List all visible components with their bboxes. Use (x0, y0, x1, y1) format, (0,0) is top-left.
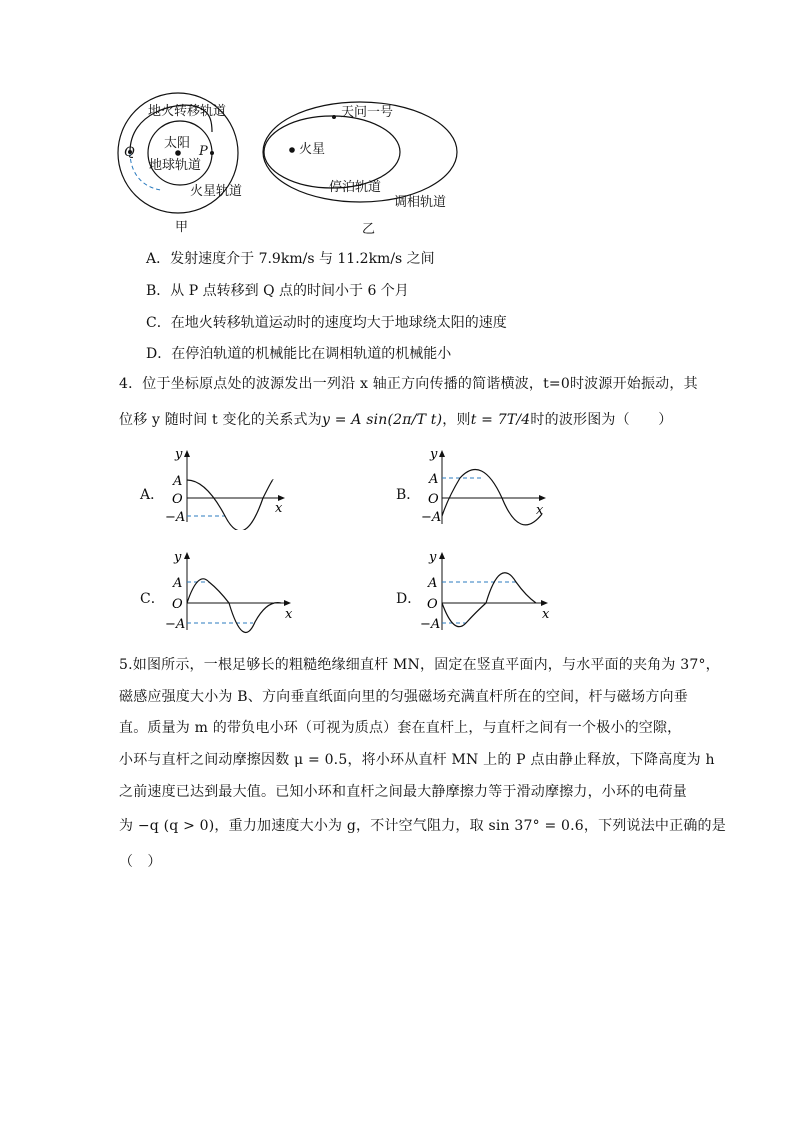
q4-graph-a-A: A (173, 474, 183, 489)
q4-graph-c-A: A (173, 576, 183, 591)
q4-graph-c-x-axis: x (285, 607, 293, 622)
q4-graph-d (420, 550, 555, 635)
transfer-orbit-label: 地火转移轨道 (148, 104, 227, 119)
q4-graph-b-x-axis: x (536, 503, 544, 518)
q5-line-7: （ ） (119, 854, 162, 870)
q4-formula: y = A sin(2π/T t) (321, 412, 443, 428)
q4-graph-b-negA: −A (421, 510, 442, 525)
q5-line-3: 直。质量为 m 的带负电小环（可视为质点）套在直杆上，与直杆之间有一个极小的空隙， (119, 720, 682, 736)
q5-line-6: 为 −q (q > 0)，重力加速度大小为 g，不计空气阻力，取 sin 37° = 0.6，下列说法中正确的是 (119, 818, 726, 834)
q4-graph-a-letter: A． (140, 487, 165, 503)
q3-option-b: B．从 P 点转移到 Q 点的时间小于 6 个月 (146, 283, 409, 299)
q4-graph-c-O: O (172, 597, 183, 612)
figure-yi-caption: 乙 (362, 222, 376, 237)
q5-line-4: 小环与直杆之间动摩擦因数 μ = 0.5，将小环从直杆 MN 上的 P 点由静止释放，下降高度为 h (119, 752, 715, 768)
q4-graph-a-y-axis: y (175, 448, 183, 462)
q4-formula-time: t = 7T/4 (470, 412, 531, 428)
mars-orbit-label: 火星轨道 (190, 184, 243, 199)
q4-graph-d-y-axis: y (429, 550, 437, 565)
q5-line-5: 之前速度已达到最大值。已知小环和直杆之间最大静摩擦力等于滑动摩擦力，小环的电荷量 (119, 784, 687, 800)
q4-graph-d-O: O (427, 597, 438, 612)
q4-line-1: 4．位于坐标原点处的波源发出一列沿 x 轴正方向传播的简谐横波，t=0时波源开始振动，其 (119, 376, 698, 392)
q4-graph-d-x-axis: x (542, 607, 550, 622)
q4-graph-a (163, 448, 293, 530)
q4-graph-d-negA: −A (420, 617, 441, 632)
tianwen-label: 天问一号 (341, 105, 394, 120)
q4-graph-c-letter: C． (140, 591, 165, 607)
q4-graph-a-x-axis: x (275, 501, 283, 516)
q3-option-c: C．在地火转移轨道运动时的速度均大于地球绕太阳的速度 (146, 315, 507, 331)
sun-label: 太阳 (164, 136, 191, 151)
q3-option-d: D．在停泊轨道的机械能比在调相轨道的机械能小 (146, 346, 452, 362)
figure-jia-caption: 甲 (175, 220, 189, 235)
p-point-label: P (199, 144, 208, 159)
q4-graph-c-y-axis: y (174, 550, 182, 565)
q4-graph-a-O: O (172, 492, 183, 507)
q-point-label: Q (124, 145, 135, 160)
q4-graph-b-O: O (428, 492, 439, 507)
q4-graph-d-letter: D． (396, 591, 422, 607)
phasing-orbit-label: 调相轨道 (394, 195, 447, 210)
q4-graph-d-A: A (428, 576, 438, 591)
mars-dot (289, 147, 295, 153)
q3-option-a: A．发射速度介于 7.9km/s 与 11.2km/s 之间 (146, 251, 435, 267)
q5-line-1: 5.如图所示，一根足够长的粗糙绝缘细直杆 MN，固定在竖直平面内，与水平面的夹角为 37°， (119, 657, 720, 673)
q4-line-2: 位移 y 随时间 t 变化的关系式为y = A sin(2π/T t)，则t = 7T/4时的波形图为（ ） (119, 412, 673, 428)
tianwen-dot (332, 115, 336, 119)
mars-label: 火星 (299, 142, 326, 157)
q4-graph-c-negA: −A (165, 617, 186, 632)
q4-graph-b-y-axis: y (430, 448, 438, 462)
earth-orbit-label: 地球轨道 (149, 158, 202, 173)
q4-graph-b-letter: B． (396, 487, 421, 503)
parking-orbit-label: 停泊轨道 (329, 180, 382, 195)
q5-line-2: 磁感应强度大小为 B、方向垂直纸面向里的匀强磁场充满直杆所在的空间，杆与磁场方向垂 (119, 689, 688, 705)
q4-graph-b (420, 448, 555, 530)
q4-graph-b-A: A (429, 472, 439, 487)
q4-graph-c (163, 550, 298, 635)
q4-graph-a-negA: −A (165, 510, 186, 525)
